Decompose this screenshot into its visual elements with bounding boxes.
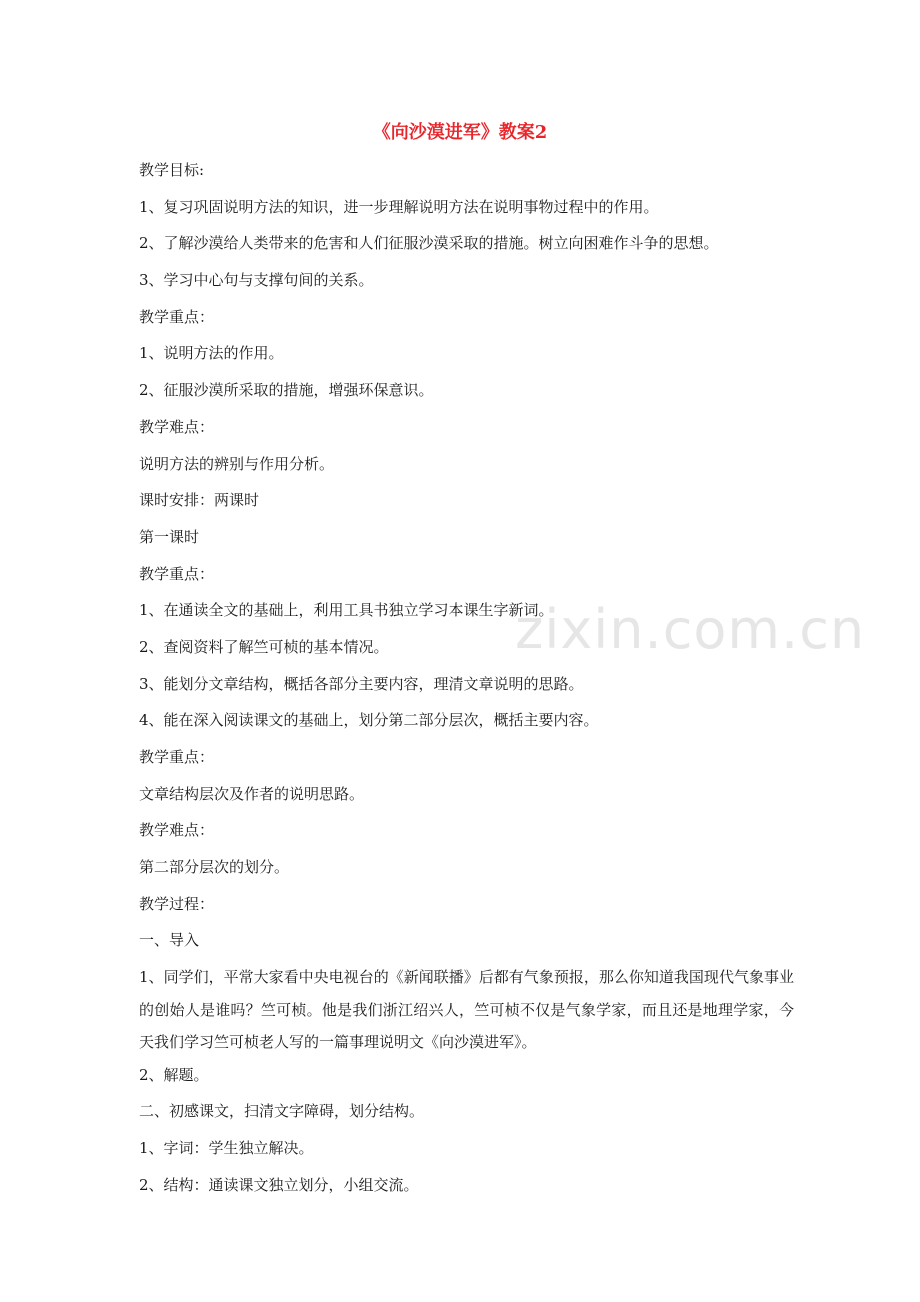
document-title: 《向沙漠进军》教案2 [372,122,548,143]
text-line: 教学难点： [139,417,215,436]
watermark-text: zixin.com.cn [515,598,866,661]
text-line: 教学目标: [139,161,205,179]
text-line: 2、了解沙漠给人类带来的危害和人们征服沙漠采取的措施。树立向困难作斗争的思想。 [139,234,719,253]
text-line: 教学重点： [139,307,215,326]
text-line: 1、在通读全文的基础上，利用工具书独立学习本课生字新词。 [139,601,554,620]
text-line: 2、解题。 [139,1065,209,1084]
text-line: 教学重点： [139,748,215,766]
text-line: 2、征服沙漠所采取的措施，增强环保意识。 [139,381,434,400]
text-line: 1、字词：学生独立解决。 [139,1139,314,1157]
text-line: 二、初感课文，扫清文字障碍，划分结构。 [139,1102,425,1121]
text-line: 教学重点： [139,564,215,583]
text-line: 3、能划分文章结构，概括各部分主要内容，理清文章说明的思路。 [139,674,584,693]
text-line: 说明方法的辨别与作用分析。 [139,454,335,473]
text-line: 2、查阅资料了解竺可桢的基本情况。 [139,637,389,656]
document-body [139,158,794,1209]
text-line: 一、导入 [139,931,200,950]
text-line: 教学难点： [139,821,215,840]
text-line: 1、说明方法的作用。 [139,344,284,363]
text-line: 2、结构：通读课文独立划分，小组交流。 [139,1175,419,1194]
text-line: 第一课时 [139,527,200,546]
text-line: 课时安排：两课时 [139,491,260,510]
text-line: 3、学习中心句与支撑句间的关系。 [139,271,374,290]
text-line: 教学过程： [139,894,215,913]
text-line: 4、能在深入阅读课文的基础上，划分第二部分层次，概括主要内容。 [139,711,599,730]
intro-paragraph: 1、同学们，平常大家看中央电视台的《新闻联播》后都有气象预报，那么你知道我国现代气象事业的创始人是谁吗？竺可桢。他是我们浙江绍兴人，竺可桢不仅是气象学家，而且还是地理学家，今天我们学习竺可桢老人写的一篇事理说明文《向沙漠进军》。 [139,968,794,1052]
text-line: 1、复习巩固说明方法的知识，进一步理解说明方法在说明事物过程中的作用。 [139,197,659,216]
text-line: 文章结构层次及作者的说明思路。 [139,784,365,803]
text-line: 第二部分层次的划分。 [139,858,290,877]
